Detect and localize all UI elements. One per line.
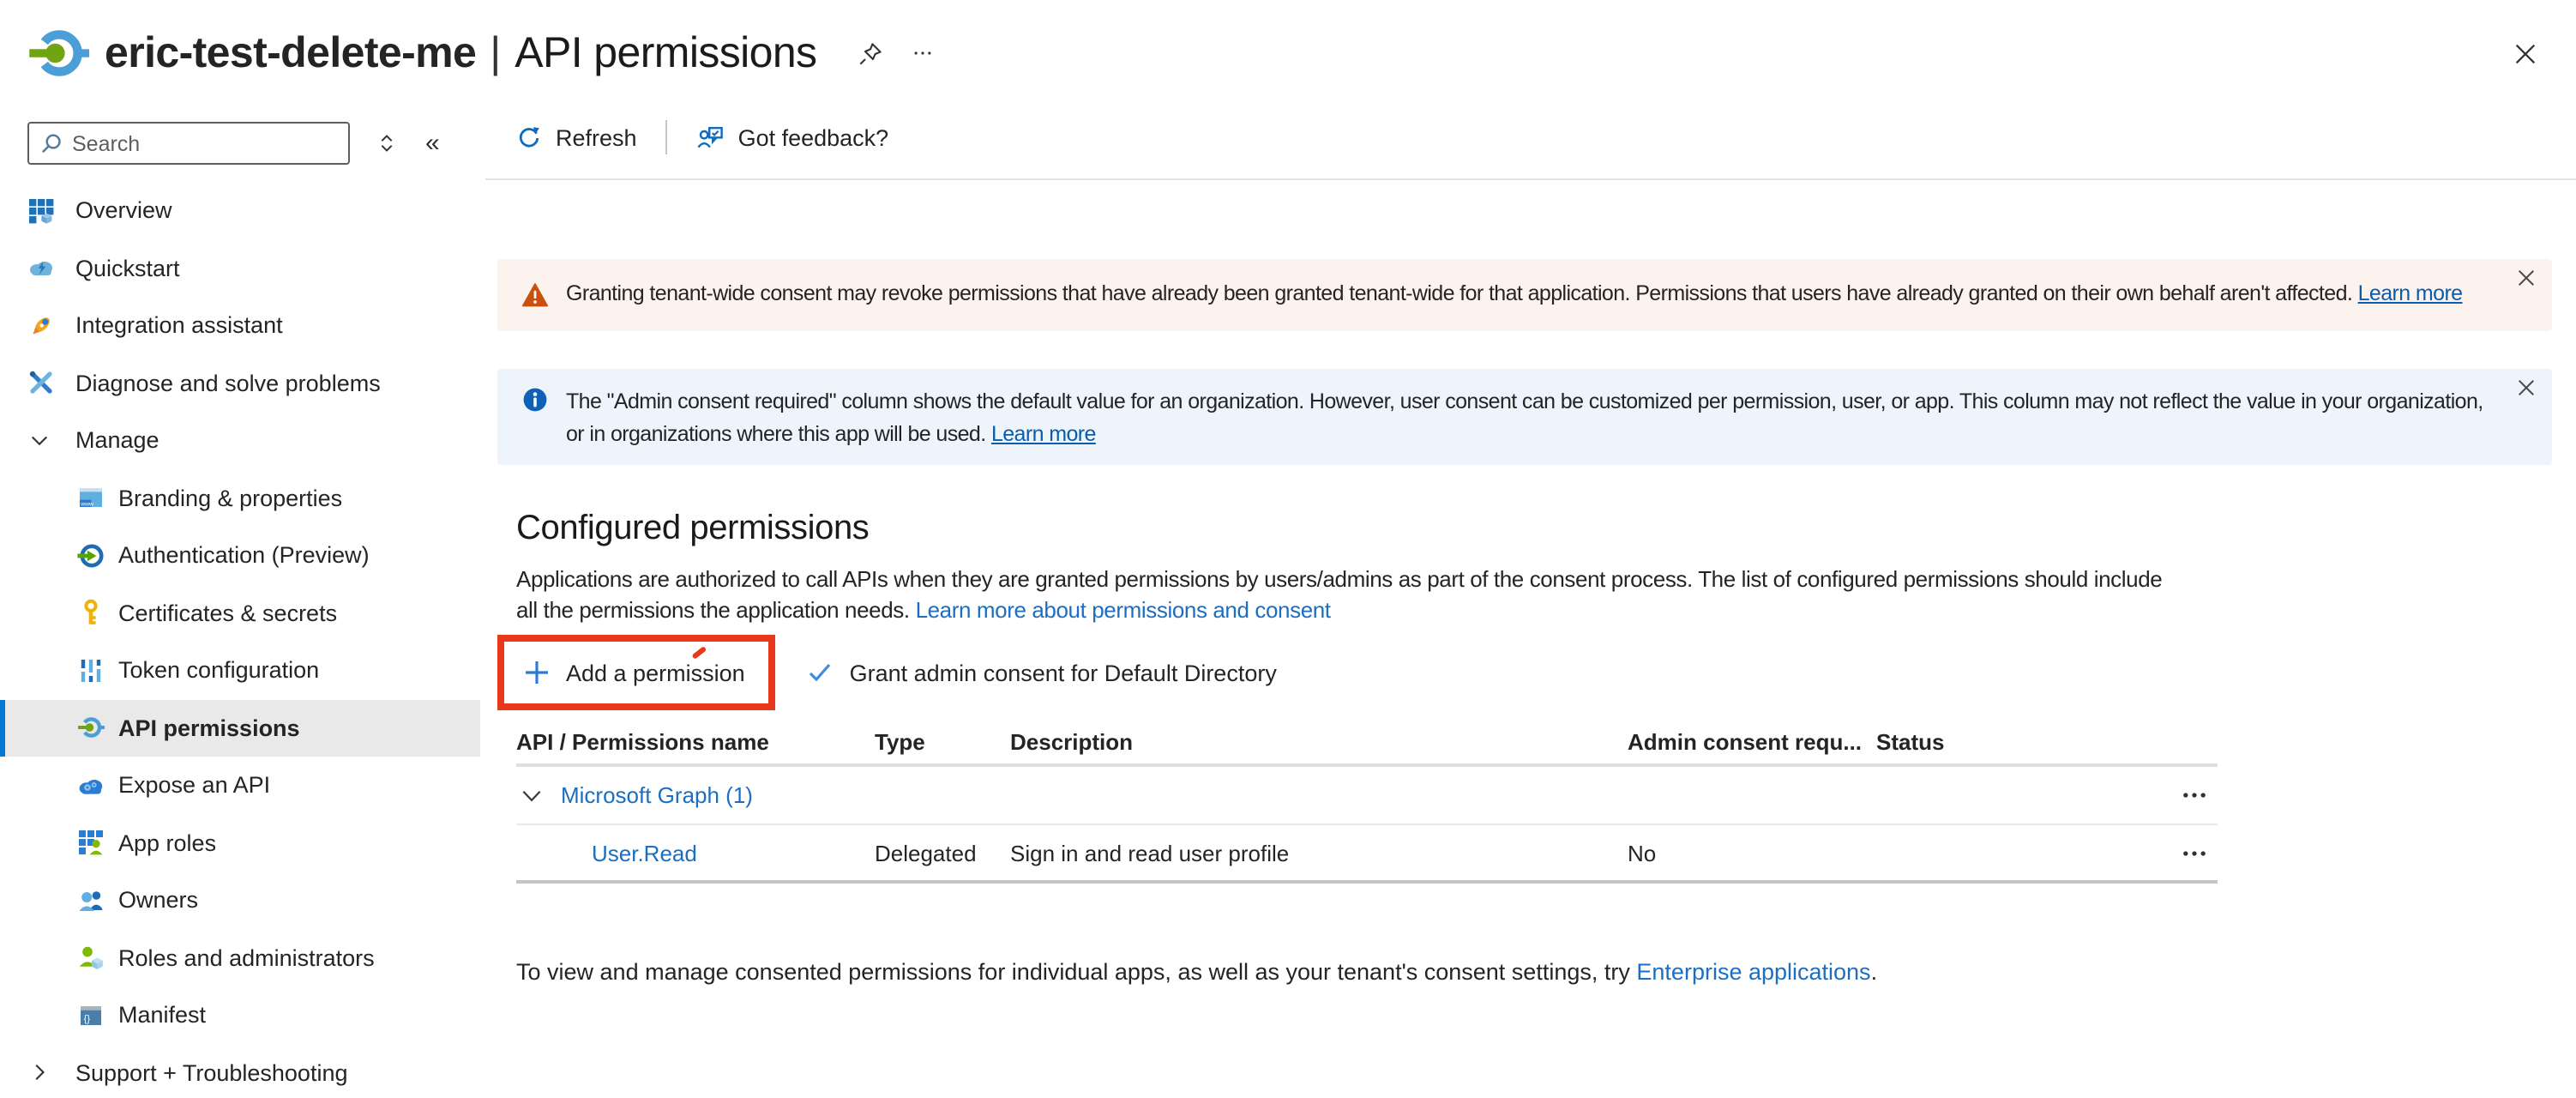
quickstart-icon (27, 255, 55, 282)
add-permission-label: Add a permission (566, 660, 745, 686)
info-icon (521, 386, 549, 413)
sidebar-item-label: Owners (118, 887, 199, 914)
browser-icon (77, 485, 105, 512)
page-title (105, 28, 816, 78)
sidebar-item-branding[interactable] (0, 469, 480, 527)
description-line1: Applications are authorized to call APIs when they are granted permissions by users/admins as part of the consent process. The list of configured permissions should include (516, 566, 2163, 592)
sidebar-item-label: Branding & properties (118, 485, 343, 511)
permission-link[interactable]: User.Read (592, 840, 697, 866)
svg-text:{}: {} (83, 1013, 91, 1024)
info-text-line2: or in organizations where this app will be used. (566, 422, 986, 447)
warning-banner (497, 259, 2552, 331)
app-roles-icon (77, 830, 105, 857)
app-name: eric-test-delete-me (105, 28, 477, 76)
search-icon (39, 131, 63, 155)
section-description (516, 564, 2576, 627)
info-text-line1: The "Admin consent required" column shows the default value for an organization. However, user consent can be customized per permission, user, or app. This column may not reflect the value in your organization, (566, 389, 2483, 413)
grant-admin-consent-button[interactable] (807, 660, 1277, 687)
info-banner (497, 369, 2552, 465)
sidebar-item-owners[interactable] (0, 872, 480, 929)
microsoft-graph-link[interactable]: Microsoft Graph (1) (561, 782, 753, 809)
feedback-label: Got feedback? (737, 124, 889, 150)
blade-header (0, 0, 2576, 96)
content-divider (485, 178, 2576, 180)
permission-admin-consent: No (1628, 840, 1657, 866)
table-header-row (516, 720, 2218, 768)
sidebar-item-integration-assistant[interactable] (0, 297, 480, 354)
overview-icon (27, 197, 55, 225)
sidebar-search-row (0, 122, 480, 165)
blade-sidebar (0, 96, 480, 1098)
sidebar-item-quickstart[interactable] (0, 239, 480, 297)
add-permission-button[interactable] (523, 660, 745, 687)
sidebar-item-label: Integration assistant (75, 312, 283, 339)
sidebar-item-overview[interactable] (0, 182, 480, 239)
table-row (516, 826, 2218, 884)
svg-text:www: www (81, 501, 93, 508)
row-ellipsis-icon[interactable] (2180, 781, 2209, 811)
sidebar-item-app-roles[interactable] (0, 814, 480, 872)
permission-description: Sign in and read user profile (1010, 840, 1290, 866)
sidebar-item-diagnose[interactable] (0, 354, 480, 412)
plus-icon (523, 660, 551, 687)
footer-text: To view and manage consented permissions for individual apps, as well as your tenant's consent settings, try (516, 959, 1630, 986)
sidebar-item-label: Manage (75, 427, 159, 454)
chevron-down-icon (29, 431, 50, 451)
col-type: Type (875, 728, 925, 755)
info-close-icon[interactable] (2516, 377, 2537, 398)
people-icon (77, 887, 105, 914)
permissions-consent-link[interactable]: Learn more about permissions and consent (915, 597, 1331, 624)
col-admin-consent: Admin consent requ... (1628, 728, 1863, 755)
api-permissions-blade-icon (27, 22, 89, 84)
col-description: Description (1010, 728, 1134, 755)
search-box[interactable] (27, 122, 350, 165)
api-permissions-icon (77, 715, 105, 742)
row-ellipsis-icon[interactable] (2180, 839, 2209, 868)
sliders-icon (77, 657, 105, 685)
expand-chevron-icon[interactable] (520, 784, 544, 808)
tools-icon (27, 370, 55, 397)
manifest-icon (77, 1002, 105, 1029)
pin-icon[interactable] (858, 40, 883, 66)
annotation-tick (692, 647, 707, 660)
sidebar-item-manifest[interactable] (0, 986, 480, 1044)
sidebar-item-label: API permissions (118, 715, 300, 741)
refresh-button[interactable] (516, 124, 637, 150)
warning-icon (521, 281, 549, 309)
sign-in-icon (77, 542, 105, 570)
warning-close-icon[interactable] (2516, 268, 2537, 288)
sidebar-item-token-configuration[interactable] (0, 642, 480, 699)
col-api-permissions-name: API / Permissions name (516, 728, 769, 755)
grant-admin-consent-label: Grant admin consent for Default Directory (849, 660, 1277, 686)
sidebar-item-certificates[interactable] (0, 584, 480, 642)
description-line2: all the permissions the application needs. (516, 597, 910, 624)
permission-actions-row (516, 644, 2576, 703)
sidebar-item-label: Quickstart (75, 255, 180, 281)
more-menu-icon[interactable] (911, 41, 935, 65)
close-icon[interactable] (2513, 40, 2538, 66)
sidebar-item-authentication[interactable] (0, 527, 480, 584)
collapse-sidebar-icon[interactable]: « (425, 129, 440, 158)
sidebar-item-label: App roles (118, 830, 217, 856)
permissions-table (516, 720, 2218, 884)
blade-name: API permissions (515, 28, 817, 76)
sidebar-item-label: Manifest (118, 1002, 207, 1029)
sidebar-item-label: Token configuration (118, 657, 320, 684)
sidebar-item-manage[interactable] (0, 412, 480, 469)
sidebar-item-api-permissions[interactable] (0, 699, 480, 757)
sidebar-nav (0, 182, 480, 1098)
sidebar-item-support[interactable] (0, 1044, 480, 1098)
warning-learn-more-link[interactable]: Learn more (2357, 281, 2463, 306)
main-content (480, 96, 2576, 1098)
rocket-icon (27, 312, 55, 340)
col-status: Status (1876, 728, 1945, 755)
command-bar (480, 96, 2576, 178)
cloud-gears-icon (77, 772, 105, 799)
annotation-highlight-box (497, 636, 776, 711)
sidebar-item-label: Overview (75, 197, 172, 224)
title-separator: | (490, 28, 502, 76)
admin-person-icon (77, 944, 105, 972)
footer-suffix: . (1870, 959, 1878, 986)
table-group-row (516, 768, 2218, 826)
toolbar-divider (666, 120, 668, 154)
key-icon (77, 600, 105, 627)
sidebar-item-roles-administrators[interactable] (0, 929, 480, 986)
feedback-icon (697, 124, 725, 151)
chevron-right-icon (29, 1063, 50, 1083)
unfold-icon[interactable] (376, 132, 398, 154)
refresh-label: Refresh (556, 124, 637, 150)
sidebar-item-label: Authentication (Preview) (118, 542, 370, 569)
info-learn-more-link[interactable]: Learn more (990, 422, 1096, 447)
permission-type: Delegated (875, 840, 977, 866)
sidebar-item-label: Roles and administrators (118, 944, 375, 971)
sidebar-item-label: Expose an API (118, 772, 271, 799)
sidebar-item-label: Diagnose and solve problems (75, 370, 381, 396)
sidebar-item-expose-api[interactable] (0, 757, 480, 814)
section-title: Configured permissions (516, 510, 870, 547)
search-input[interactable] (72, 131, 312, 155)
refresh-icon (516, 124, 542, 150)
warning-text: Granting tenant-wide consent may revoke permissions that have already been granted tenant-wide for that application. Permissions that users have already granted on their own behalf aren't affected. (566, 281, 2353, 306)
footer-note (516, 960, 2576, 986)
check-icon (807, 660, 834, 687)
sidebar-item-label: Support + Troubleshooting (75, 1059, 348, 1086)
sidebar-item-label: Certificates & secrets (118, 600, 338, 626)
feedback-button[interactable] (697, 124, 889, 151)
enterprise-applications-link[interactable]: Enterprise applications (1636, 959, 1871, 986)
